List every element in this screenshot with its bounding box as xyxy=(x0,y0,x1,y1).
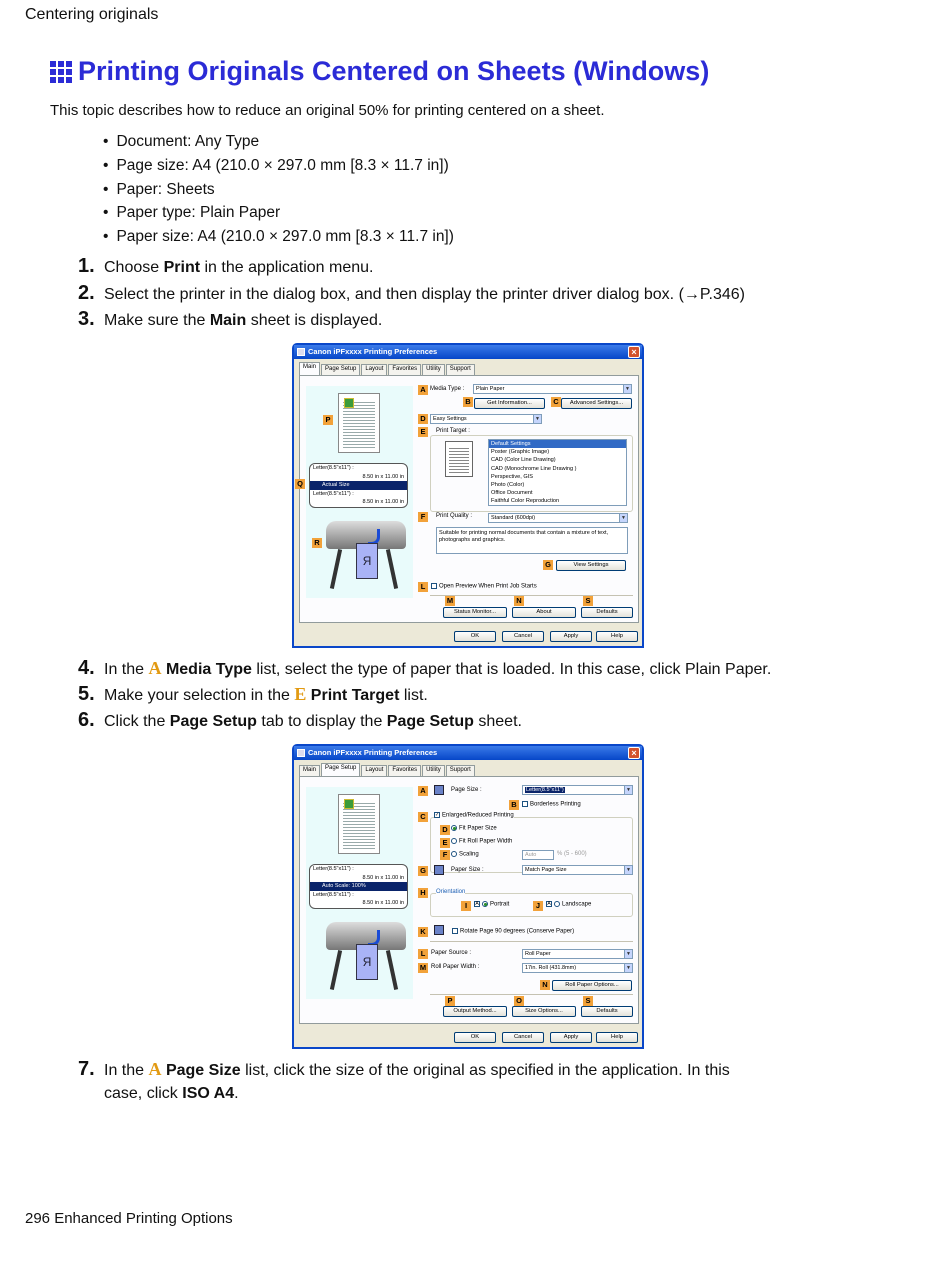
scaling-input[interactable]: Auto xyxy=(522,850,554,860)
step-number: 5. xyxy=(78,683,95,705)
callout-i: I xyxy=(461,901,471,911)
view-settings-button[interactable]: View Settings xyxy=(556,560,626,571)
step-text: Make your selection in the xyxy=(104,687,295,704)
size-line: Letter(8.5"x11") : xyxy=(313,465,354,471)
callout-e: E xyxy=(418,427,428,437)
ok-button[interactable]: OK xyxy=(454,1032,496,1043)
step-text: case, click xyxy=(104,1085,183,1102)
preview-area xyxy=(306,787,413,999)
fit-paper-radio[interactable]: Fit Paper Size xyxy=(451,825,497,832)
list-item[interactable]: Default Settings xyxy=(489,440,626,448)
help-button[interactable]: Help xyxy=(596,1032,638,1043)
step-number: 1. xyxy=(78,255,95,277)
callout-a: A xyxy=(418,786,428,796)
callout-l: L xyxy=(418,949,428,959)
callout-n: N xyxy=(514,596,524,606)
callout-a: A xyxy=(418,385,428,395)
step-number: 7. xyxy=(78,1058,95,1080)
scale-line: Auto Scale: 100% xyxy=(310,882,407,891)
size-line: Letter(8.5"x11") : xyxy=(313,891,354,898)
tab-support[interactable]: Support xyxy=(446,765,475,776)
step-text: sheet is displayed. xyxy=(246,312,383,329)
step-text: list. xyxy=(399,687,428,704)
defaults-button[interactable]: Defaults xyxy=(581,607,633,618)
intro-text: This topic describes how to reduce an original 50% for printing centered on a sheet. xyxy=(50,102,605,119)
printer-illustration xyxy=(326,521,406,596)
defaults-button[interactable]: Defaults xyxy=(581,1006,633,1017)
step-4 xyxy=(78,657,771,680)
step-2 xyxy=(78,282,745,305)
dialog-title: Canon iPFxxxx Printing Preferences xyxy=(308,748,438,757)
callout-letter: A xyxy=(148,658,162,678)
callout-d: D xyxy=(440,825,450,835)
scaling-radio[interactable]: Scaling xyxy=(451,851,479,858)
photo-icon xyxy=(344,398,354,408)
step-text: list, select the type of paper that is loaded. In this case, click Plain Paper. xyxy=(251,661,772,678)
running-head: Centering originals xyxy=(25,6,159,23)
tab-utility[interactable]: Utility xyxy=(422,765,445,776)
size-options-button[interactable]: Size Options... xyxy=(512,1006,576,1017)
page-size-icon xyxy=(434,785,444,795)
chevron-down-icon: ▼ xyxy=(533,415,541,423)
callout-s: S xyxy=(583,996,593,1006)
page-title xyxy=(50,56,709,87)
list-item: • Document: Any Type xyxy=(104,130,454,154)
tab-page-setup[interactable]: Page Setup xyxy=(321,364,360,375)
callout-g: G xyxy=(418,866,428,876)
step-text: in the application menu. xyxy=(200,259,374,276)
step-text: In the xyxy=(104,661,149,678)
chevron-down-icon: ▼ xyxy=(624,866,632,874)
tab-bar xyxy=(299,765,476,776)
step-keyword: Media Type xyxy=(165,661,252,678)
help-button[interactable]: Help xyxy=(596,631,638,642)
tab-page-setup[interactable]: Page Setup xyxy=(321,763,360,776)
roll-width-select[interactable]: 17in. Roll (431.8mm) ▼ xyxy=(522,963,633,973)
printer-paper: R xyxy=(356,944,378,980)
step-1 xyxy=(78,255,374,278)
list-item[interactable]: Perspective, GIS xyxy=(491,473,533,480)
size-line: 8.50 in x 11.00 in xyxy=(362,874,404,881)
step-3 xyxy=(78,308,382,331)
apply-button[interactable]: Apply xyxy=(550,1032,592,1043)
page-footer: 296 Enhanced Printing Options xyxy=(25,1210,233,1227)
chevron-down-icon: ▼ xyxy=(619,514,627,522)
callout-f: F xyxy=(418,512,428,522)
step-text: In the xyxy=(104,1062,149,1079)
step-number: 3. xyxy=(78,308,95,330)
tab-layout[interactable]: Layout xyxy=(361,364,387,375)
tab-layout[interactable]: Layout xyxy=(361,765,387,776)
callout-p: P xyxy=(445,996,455,1006)
landscape-radio[interactable]: A Landscape xyxy=(547,901,592,908)
fit-roll-radio[interactable]: Fit Roll Paper Width xyxy=(451,838,512,845)
printer-icon xyxy=(297,348,305,356)
callout-m: M xyxy=(419,963,427,972)
radio-icon[interactable] xyxy=(451,838,457,844)
callout-q: Q xyxy=(295,479,305,489)
printing-preferences-dialog-main xyxy=(292,343,644,648)
status-monitor-button[interactable]: Status Monitor... xyxy=(443,607,507,618)
list-item: • Paper: Sheets xyxy=(104,178,454,202)
divider xyxy=(430,941,633,942)
chevron-down-icon: ▼ xyxy=(624,964,632,972)
paper-size-select[interactable]: Match Page Size ▼ xyxy=(522,865,633,875)
radio-icon[interactable] xyxy=(482,901,488,907)
step-number: 6. xyxy=(78,709,95,731)
step-keyword: ISO A4 xyxy=(182,1085,235,1102)
printing-preferences-dialog-page-setup xyxy=(292,744,644,1049)
media-type-label: Media Type : xyxy=(430,386,465,392)
condition-list xyxy=(104,130,454,249)
radio-icon[interactable] xyxy=(451,851,457,857)
callout-l: L xyxy=(418,582,428,592)
orientation-label: Orientation xyxy=(436,889,466,895)
callout-r: R xyxy=(312,538,322,548)
step-6 xyxy=(78,709,522,732)
checkbox-icon[interactable] xyxy=(452,928,458,934)
tab-favorites[interactable]: Favorites xyxy=(388,364,421,375)
apply-button[interactable]: Apply xyxy=(550,631,592,642)
scale-line: Actual Size xyxy=(310,481,407,490)
print-target-list[interactable] xyxy=(488,439,627,506)
page-setup-panel xyxy=(299,776,639,1024)
size-line: 8.50 in x 11.00 in xyxy=(362,499,404,505)
step-keyword: Page Setup xyxy=(169,713,257,730)
callout-letter: A xyxy=(148,1059,162,1079)
callout-b: B xyxy=(463,397,473,407)
ok-button[interactable]: OK xyxy=(454,631,496,642)
list-item[interactable]: Photo (Color) xyxy=(491,481,525,488)
print-target-thumbnail xyxy=(445,441,473,477)
callout-p: P xyxy=(323,415,333,425)
list-item: • Page size: A4 (210.0 × 297.0 mm [8.3 × 11.7 in]) xyxy=(104,154,454,178)
paper-size-icon xyxy=(434,865,444,875)
portrait-radio[interactable]: A Portrait xyxy=(475,901,510,908)
checkbox-icon[interactable] xyxy=(522,801,528,807)
open-preview-checkbox[interactable]: Open Preview When Print Job Starts xyxy=(431,583,537,590)
radio-icon[interactable] xyxy=(451,825,457,831)
printer-illustration xyxy=(326,922,406,997)
enlarged-checkbox[interactable]: ✓ Enlarged/Reduced Printing xyxy=(435,812,514,819)
callout-e: E xyxy=(440,838,450,848)
grid-icon xyxy=(50,61,72,83)
advanced-settings-button[interactable]: Advanced Settings... xyxy=(561,398,632,409)
rotate-page-checkbox[interactable]: Rotate Page 90 degrees (Conserve Paper) xyxy=(452,928,574,935)
list-item[interactable]: CAD (Monochrome Line Drawing ) xyxy=(491,465,577,472)
cancel-button[interactable]: Cancel xyxy=(502,631,544,642)
step-text: tab to display the xyxy=(256,713,387,730)
paper-source-label: Paper Source : xyxy=(431,950,472,956)
list-item[interactable]: Office Document xyxy=(491,490,533,497)
tab-main[interactable]: Main xyxy=(299,362,320,375)
step-text: Click the xyxy=(104,713,170,730)
tab-support[interactable]: Support xyxy=(446,364,475,375)
step-5 xyxy=(78,683,428,706)
check-icon[interactable]: ✓ xyxy=(435,812,440,818)
dialog-titlebar xyxy=(294,345,642,359)
callout-letter: E xyxy=(294,684,307,704)
list-item[interactable]: Faithful Color Reproduction xyxy=(491,498,560,505)
page-preview xyxy=(338,794,380,854)
callout-h: H xyxy=(418,888,428,898)
roll-width-label: Roll Paper Width : xyxy=(431,964,480,970)
callout-f: F xyxy=(440,850,450,860)
paper-source-select[interactable]: Roll Paper ▼ xyxy=(522,949,633,959)
size-line: Letter(8.5"x11") : xyxy=(313,490,354,497)
size-info-box xyxy=(309,463,408,508)
page-preview xyxy=(338,393,380,453)
callout-d: D xyxy=(418,414,428,424)
list-item: • Paper size: A4 (210.0 × 297.0 mm [8.3 × 11.7 in]) xyxy=(104,225,454,249)
printer-icon xyxy=(297,749,305,757)
step-7-continued xyxy=(104,1085,239,1103)
list-item: • Paper type: Plain Paper xyxy=(104,201,454,225)
chevron-down-icon: ▼ xyxy=(624,786,632,794)
size-line: 8.50 in x 11.00 in xyxy=(362,473,404,480)
step-number: 2. xyxy=(78,282,95,304)
radio-icon[interactable] xyxy=(554,901,560,907)
print-target-label: Print Target : xyxy=(436,428,470,434)
photo-icon xyxy=(344,799,354,809)
callout-b: B xyxy=(509,800,519,810)
paper-size-label: Paper Size : xyxy=(451,867,484,873)
callout-j: J xyxy=(533,901,543,911)
media-type-select[interactable]: Plain Paper ▼ xyxy=(473,384,632,394)
tab-main[interactable]: Main xyxy=(299,765,320,776)
step-text: . xyxy=(234,1085,239,1102)
rotate-page-icon xyxy=(434,925,444,935)
cancel-button[interactable]: Cancel xyxy=(502,1032,544,1043)
print-quality-select[interactable]: Standard (600dpi) ▼ xyxy=(488,513,628,523)
callout-c: C xyxy=(418,812,428,822)
chevron-down-icon: ▼ xyxy=(623,385,631,393)
output-method-button[interactable]: Output Method... xyxy=(443,1006,507,1017)
callout-m: M xyxy=(446,596,454,605)
easy-settings-select[interactable]: Easy Settings ▼ xyxy=(430,414,542,424)
step-keyword: Page Setup xyxy=(386,713,474,730)
callout-k: K xyxy=(418,927,428,937)
step-text: Make sure the xyxy=(104,312,210,329)
page-title-text: Printing Originals Centered on Sheets (Windows) xyxy=(78,56,710,86)
step-keyword: Main xyxy=(209,312,247,329)
printer-paper: R xyxy=(356,543,378,579)
borderless-checkbox[interactable]: Borderless Printing xyxy=(522,801,581,808)
roll-paper-options-button[interactable]: Roll Paper Options... xyxy=(552,980,632,991)
description-box: Suitable for printing normal documents that contain a mixture of text, photographs and graphics. xyxy=(436,527,628,554)
page-size-select[interactable]: Letter(8.5"x11") ▼ xyxy=(522,785,633,795)
callout-o: O xyxy=(514,996,524,1006)
size-line: Letter(8.5"x11") : xyxy=(313,866,354,872)
callout-s: S xyxy=(583,596,593,606)
step-text: sheet. xyxy=(473,713,522,730)
size-line: 8.50 in x 11.00 in xyxy=(362,900,404,906)
step-keyword: Print Target xyxy=(310,687,400,704)
chevron-down-icon: ▼ xyxy=(624,950,632,958)
divider xyxy=(430,994,633,995)
step-keyword: Print xyxy=(163,259,201,276)
landscape-icon: A xyxy=(547,901,551,907)
tab-bar xyxy=(299,364,476,375)
list-item[interactable]: Poster (Graphic Image) xyxy=(491,449,550,456)
portrait-icon: A xyxy=(475,901,479,907)
size-info-box xyxy=(309,864,408,909)
step-keyword: Page Size xyxy=(165,1062,241,1079)
dialog-title: Canon iPFxxxx Printing Preferences xyxy=(308,347,438,356)
step-text: Choose xyxy=(104,259,164,276)
step-7 xyxy=(78,1058,730,1081)
list-item[interactable]: CAD (Color Line Drawing) xyxy=(491,457,556,464)
about-button[interactable]: About xyxy=(512,607,576,618)
divider xyxy=(430,595,633,596)
checkbox-icon[interactable] xyxy=(431,583,437,589)
close-icon[interactable]: × xyxy=(628,346,640,358)
step-text: list, click the size of the original as specified in the application. In this xyxy=(240,1062,730,1079)
print-quality-label: Print Quality : xyxy=(436,513,473,519)
tab-favorites[interactable]: Favorites xyxy=(388,765,421,776)
page-size-label: Page Size : xyxy=(451,787,482,793)
step-number: 4. xyxy=(78,657,95,679)
dialog-titlebar xyxy=(294,746,642,760)
main-panel xyxy=(299,375,639,623)
get-information-button[interactable]: Get Information... xyxy=(474,398,545,409)
callout-c: C xyxy=(551,397,561,407)
scaling-range: % (5 - 600) xyxy=(557,851,587,857)
close-icon[interactable]: × xyxy=(628,747,640,759)
step-text: Select the printer in the dialog box, and then display the printer driver dialog box. (→P.346) xyxy=(104,286,745,303)
tab-utility[interactable]: Utility xyxy=(422,364,445,375)
callout-g: G xyxy=(543,560,553,570)
callout-n: N xyxy=(540,980,550,990)
